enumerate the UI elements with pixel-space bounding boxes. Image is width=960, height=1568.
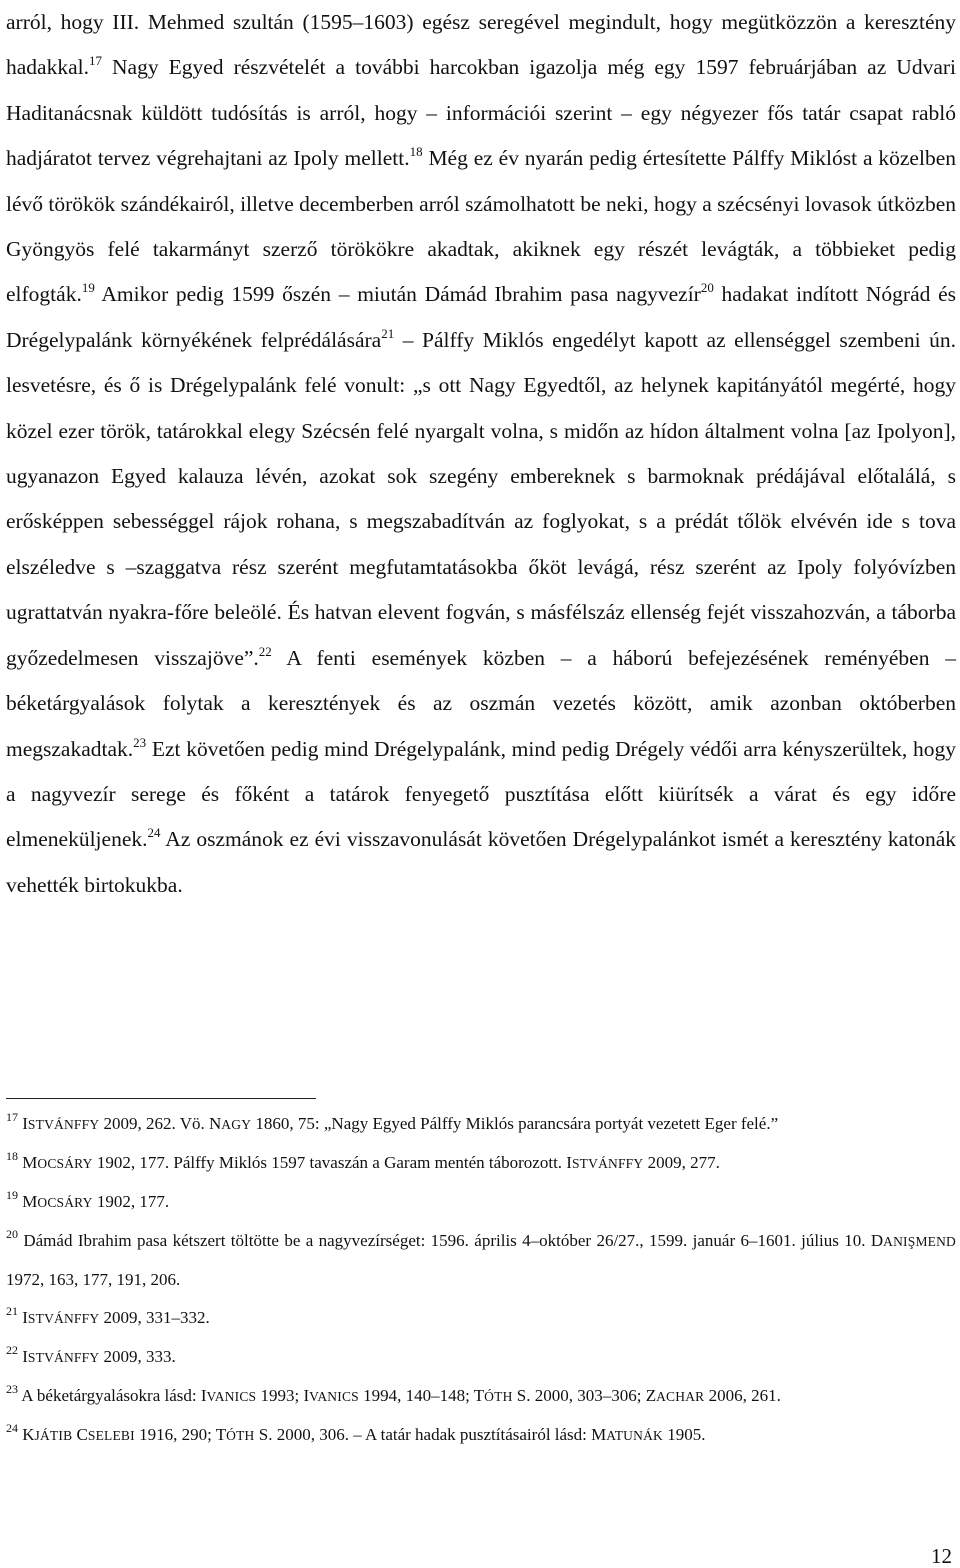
author-smallcaps: STVÁNFFY	[27, 1350, 100, 1365]
author-smallcaps: SELEBI	[87, 1428, 135, 1443]
page-number: 12	[931, 1544, 952, 1568]
footnote-number: 17	[6, 1110, 18, 1124]
footnote-text: 1972, 163, 177, 191, 206.	[6, 1270, 181, 1289]
text-run: Az oszmánok ez évi visszavonulását követően Drégelypalánkot ismét a keresztény katonák vehették birtokukba.	[6, 827, 956, 897]
footnote-text: 1993; I	[256, 1386, 310, 1405]
footnote-number: 21	[6, 1304, 18, 1318]
footnote-text: 1902, 177. Pálffy Miklós 1597 tavaszán a Garam mentén táborozott. I	[92, 1153, 572, 1172]
author-smallcaps: JÁTIB	[34, 1428, 73, 1443]
author-smallcaps: OCSÁRY	[37, 1156, 93, 1171]
footnote-ref-20[interactable]: 20	[700, 280, 714, 296]
footnote-text: Dámád Ibrahim pasa kétszert töltötte be a nagyvezírséget: 1596. április 4–október 26/27., 1599. január 6–1601. július 10. D	[18, 1231, 884, 1250]
author-smallcaps: STVÁNFFY	[27, 1311, 100, 1326]
author-smallcaps: ÓTH	[484, 1389, 513, 1404]
footnote-number: 19	[6, 1188, 18, 1202]
body-text	[6, 0, 956, 908]
footnote-number: 22	[6, 1343, 18, 1357]
footnote-text: 2009, 331–332.	[99, 1308, 210, 1327]
footnote-text: A béketárgyalásokra lásd: I	[18, 1386, 207, 1405]
footnote-text: S. 2000, 303–306; Z	[512, 1386, 657, 1405]
author-smallcaps: STVÁNFFY	[27, 1117, 100, 1132]
footnote-text: I	[18, 1347, 28, 1366]
footnote-text: 1902, 177.	[92, 1192, 170, 1211]
footnote-number: 20	[6, 1227, 18, 1241]
footnote-text: 2006, 261.	[704, 1386, 781, 1405]
author-smallcaps: ANIŞMEND	[883, 1234, 956, 1249]
footnote-text: S. 2000, 306. – A tatár hadak pusztításairól lásd: M	[254, 1425, 607, 1444]
footnote-text: 1860, 75: „Nagy Egyed Pálffy Miklós parancsára portyát vezetett Eger felé.”	[251, 1114, 779, 1133]
author-smallcaps: ÓTH	[226, 1428, 255, 1443]
footnote-ref-18[interactable]: 18	[409, 144, 423, 160]
footnote-separator	[6, 1098, 316, 1099]
text-run: – Pálffy Miklós engedélyt kapott az ellenséggel szembeni ún. lesvetésre, és ő is Drégelypalánk felé vonult: „s ott Nagy Egyedtől, az helynek kapitányától megérté, hogy közel ezer török, tatárokkal elegy Szécsén felé nyargalt volna, s midőn az hídon általment volna [az Ipolyon], ugyanazon Egyed kalauza lévén, azokat sok szegény embereknek s barmoknak prédájával előtalálá, s erősképpen sebességgel rájok rohana, s megszabadítván az foglyokat, s a prédát tőlök elvévén ide s tova elszéledve s –szaggatva rész szerént megfutamtatásokba őköt levágá, rész szerént az Ipoly folyóvízben ugrattatván nyakra-főre beleölé. És hatvan elevent fogván, s másfélszáz ellenség fejét visszahozván, a táborba győzedelmesen visszajöve”.	[6, 327, 956, 670]
text-run: Nagy Egyed részvételét a további harcokban igazolja még egy 1597 februárjában az Udvari Haditanácsnak küldött tudósítás is arról, hogy – információi szerint – egy négyezer fős tatár csapat rabló hadjáratot tervez végrehajtani az Ipoly mellett.	[6, 55, 956, 171]
text-run: Amikor pedig 1599 őszén – miután Dámád Ibrahim pasa nagyvezír	[94, 282, 701, 307]
text-run: A fenti események közben – a háború befejezésének reményében – béketárgyalások folytak a keresztények és az oszmán vezetés között, amik azonban októberben megszakadtak.	[6, 645, 956, 761]
text-run: Ezt követően pedig mind Drégelypalánk, mind pedig Drégely védői arra kényszerültek, hogy a nagyvezír serege és főként a tatárok fenyegető pusztítása előtt kiürítsék a várat és egy időre elmeneküljenek.	[6, 736, 956, 852]
footnote-text: 1905.	[662, 1425, 706, 1444]
main-paragraph	[6, 0, 956, 908]
footnote-text: 2009, 262. Vö. N	[99, 1114, 222, 1133]
footnote-ref-17[interactable]: 17	[88, 53, 102, 69]
author-smallcaps: ATUNÁK	[606, 1428, 663, 1443]
footnote-24	[6, 1416, 956, 1455]
author-smallcaps: VANICS	[309, 1389, 359, 1404]
footnote-18	[6, 1144, 956, 1183]
footnote-19	[6, 1183, 956, 1222]
footnote-number: 23	[6, 1382, 18, 1396]
text-run: arról, hogy III. Mehmed szultán (1595–1603) egész seregével megindult, hogy megütközzön a keresztény hadakkal.	[6, 10, 956, 80]
footnote-ref-19[interactable]: 19	[81, 280, 95, 296]
author-smallcaps: OCSÁRY	[37, 1195, 93, 1210]
footnote-text: 1916, 290; T	[134, 1425, 227, 1444]
footnote-text: 2009, 277.	[643, 1153, 720, 1172]
footnote-ref-23[interactable]: 23	[133, 734, 147, 750]
footnote-text: I	[18, 1114, 28, 1133]
footnote-text: K	[18, 1425, 35, 1444]
footnote-23	[6, 1377, 956, 1416]
footnote-20	[6, 1222, 956, 1299]
footnotes	[6, 1105, 956, 1455]
footnote-ref-24[interactable]: 24	[147, 825, 161, 841]
author-smallcaps: VANICS	[206, 1389, 257, 1404]
author-smallcaps: AGY	[221, 1117, 252, 1132]
footnote-21	[6, 1299, 956, 1338]
footnote-text: C	[72, 1425, 88, 1444]
footnote-text: M	[18, 1153, 38, 1172]
footnote-17	[6, 1105, 956, 1144]
footnote-text: I	[18, 1308, 28, 1327]
footnote-text: M	[18, 1192, 38, 1211]
footnote-number: 24	[6, 1421, 18, 1435]
text-run: Még ez év nyarán pedig értesítette Pálffy Miklóst a közelben lévő törökök szándékairól, illetve decemberben arról számolhatott be neki, hogy a szécsényi lovasok útközben Gyöngyös felé takarmányt szerző törökökre akadtak, akiknek egy részét levágták, a többieket pedig elfogták.	[6, 146, 956, 307]
author-smallcaps: STVÁNFFY	[571, 1156, 644, 1171]
author-smallcaps: ACHAR	[656, 1389, 705, 1404]
footnote-text: 1994, 140–148; T	[358, 1386, 485, 1405]
footnote-22	[6, 1338, 956, 1377]
text-run: hadakat indított Nógrád és Drégelypalánk környékének felprédálására	[6, 282, 956, 352]
footnote-number: 18	[6, 1149, 18, 1163]
footnote-text: 2009, 333.	[99, 1347, 176, 1366]
footnote-ref-22[interactable]: 22	[258, 643, 272, 659]
footnote-ref-21[interactable]: 21	[381, 325, 395, 341]
